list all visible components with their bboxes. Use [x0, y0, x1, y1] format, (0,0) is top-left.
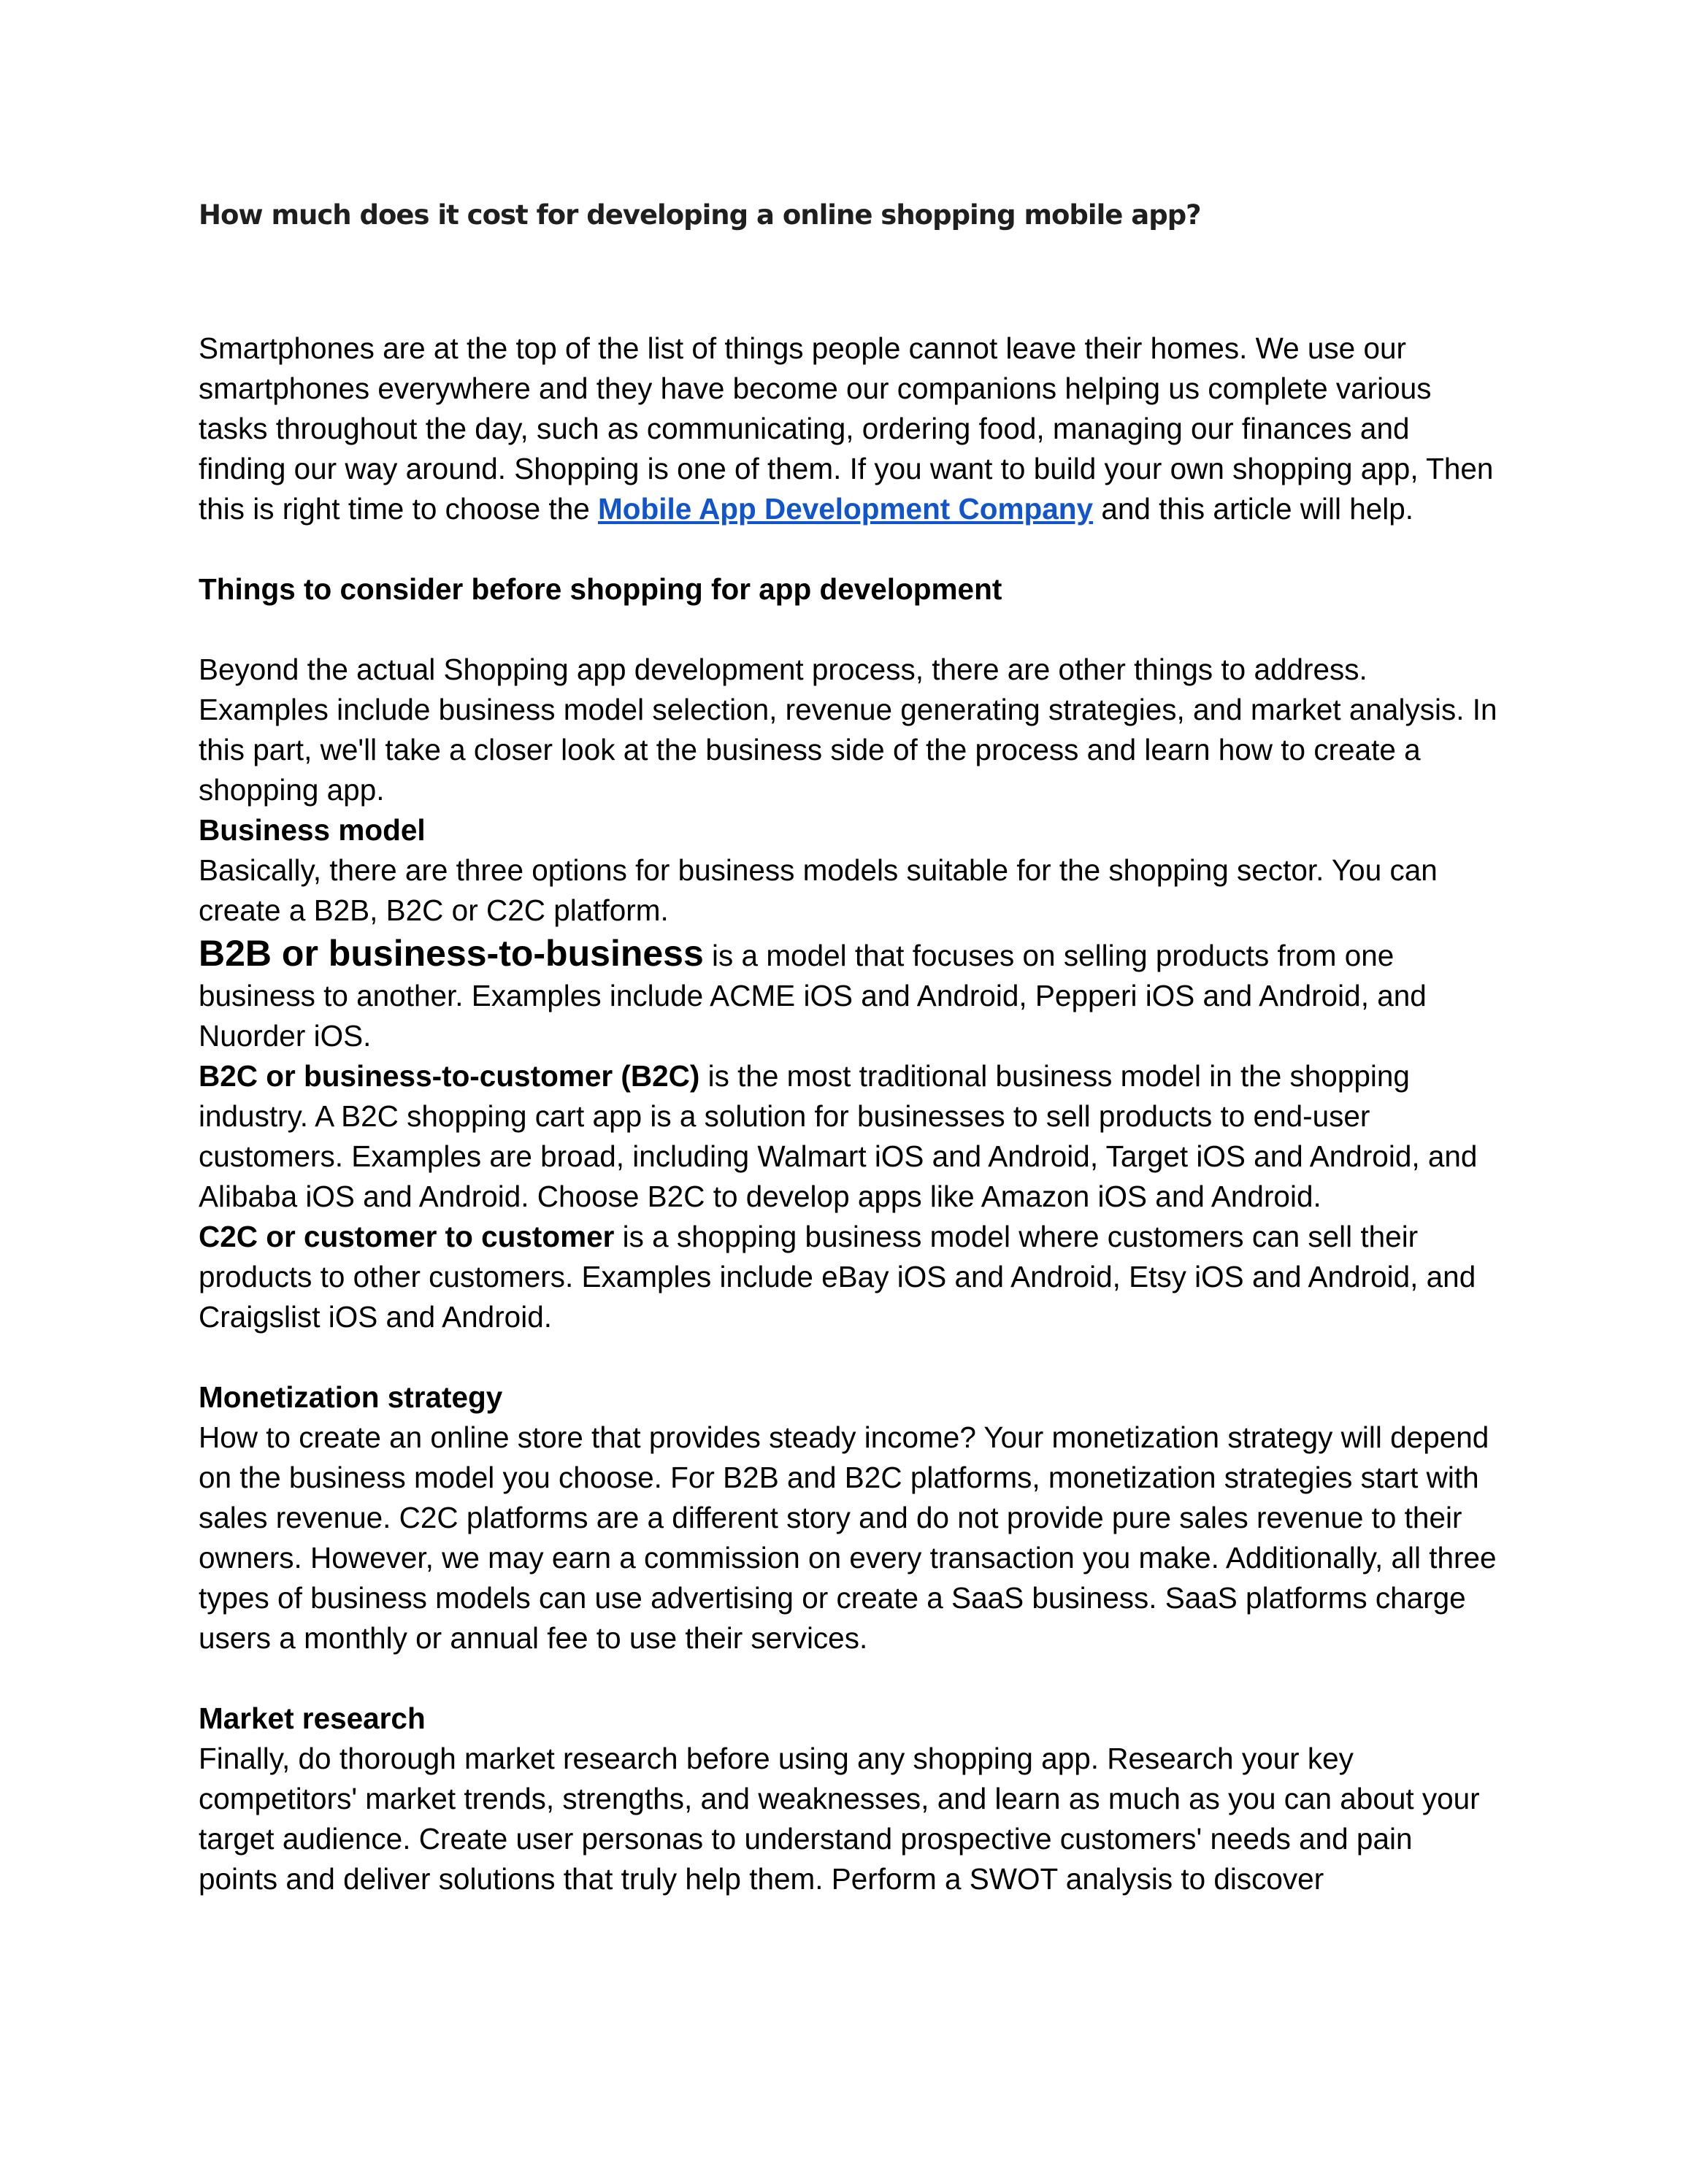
c2c-term: C2C or customer to customer: [199, 1220, 615, 1253]
business-model-paragraph: Basically, there are three options for business models suitable for the shopping sector. You can create a B2B, B2C or C2C platform.: [199, 853, 1438, 927]
mobile-app-development-company-link[interactable]: Mobile App Development Company: [598, 492, 1094, 526]
spacer: [199, 529, 1498, 569]
b2b-term: B2B or business-to-business: [199, 933, 704, 974]
intro-text-before-link: Smartphones are at the top of the list of things people cannot leave their homes. We use our smartphones everywhere and they have become our companions helping us complete various tasks throughout the day, such as communicating, ordering food, managing our finances and finding our way around. Shopping is one of them. If you want to build your own shopping app, Then this is right time to choose the: [199, 331, 1494, 526]
b2b-paragraph: [199, 934, 1498, 1056]
b2c-paragraph: [199, 1056, 1498, 1217]
b2b-text: is a model that focuses on selling products from one business to another. Examples include ACME iOS and Android, Pepperi iOS and Android, and Nuorder iOS.: [199, 939, 1427, 1053]
business-model-heading: Business model: [199, 813, 426, 847]
considerations-paragraph: Beyond the actual Shopping app development process, there are other things to address. Examples include business model selection, revenue generating strategies, and market analysis. In this part, we'll take a closer look at the business side of the process and learn how to create a shopping app.: [199, 653, 1497, 807]
spacer: [199, 1337, 1498, 1377]
c2c-paragraph: [199, 1217, 1498, 1337]
monetization-heading: Monetization strategy: [199, 1380, 503, 1414]
spacer: [199, 610, 1498, 650]
considerations-heading: Things to consider before shopping for app development: [199, 572, 1002, 606]
document-title: How much does it cost for developing a online shopping mobile app?: [199, 199, 1201, 231]
intro-text-after-link: and this article will help.: [1093, 492, 1414, 526]
intro-paragraph: [199, 328, 1498, 529]
c2c-text: is a shopping business model where customers can sell their products to other customers. Examples include eBay iOS and Android, Etsy iOS and Android, and Craigslist iOS and Android.: [199, 1220, 1476, 1334]
b2c-term: B2C or business-to-customer (B2C): [199, 1059, 700, 1093]
b2c-text: is the most traditional business model in the shopping industry. A B2C shopping cart app is a solution for businesses to sell products to end-user customers. Examples are broad, including Walmart iOS and Android, Target iOS and Android, and Alibaba iOS and Android. Choose B2C to develop apps like Amazon iOS and Android.: [199, 1059, 1478, 1213]
spacer: [199, 1658, 1498, 1699]
monetization-paragraph: How to create an online store that provides steady income? Your monetization strategy will depend on the business model you choose. For B2B and B2C platforms, monetization strategies start with sales revenue. C2C platforms are a different story and do not provide pure sales revenue to their owners. However, we may earn a commission on every transaction you make. Additionally, all three types of business models can use advertising or create a SaaS business. SaaS platforms charge users a monthly or annual fee to use their services.: [199, 1420, 1497, 1655]
document-body: [199, 328, 1498, 1899]
market-research-paragraph: Finally, do thorough market research before using any shopping app. Research your key competitors' market trends, strengths, and weaknesses, and learn as much as you can about your target audience. Create user personas to understand prospective customers' needs and pain points and deliver solutions that truly help them. Perform a SWOT analysis to discover: [199, 1742, 1480, 1896]
market-research-heading: Market research: [199, 1702, 426, 1735]
